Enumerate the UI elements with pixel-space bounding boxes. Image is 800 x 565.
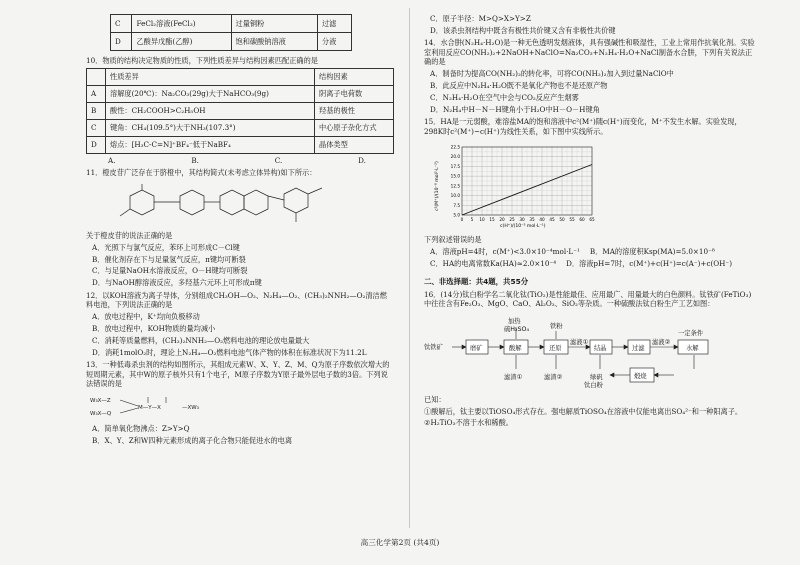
flow-acid: 酸解 [509, 345, 522, 353]
q15-option-b: B．MA的溶度积Ksp(MA)=5.0×10⁻⁸ [589, 247, 715, 257]
q15-option-a: A．溶液pH=4时，c(M⁺)<3.0×10⁻⁴mol·L⁻¹ [430, 247, 580, 257]
chart-ticks [451, 144, 595, 222]
table-row [87, 85, 394, 102]
svg-text:W₃X—Q: W₃X—Q [90, 411, 112, 418]
y-tick-label: 15.0 [450, 173, 460, 179]
svg-text:M—Y—X: M—Y—X [138, 405, 161, 412]
choice-label: D. [358, 155, 366, 165]
table-row [87, 136, 394, 153]
q13-option-c: C．原子半径：M>Q>X>Y>Z [430, 14, 531, 23]
flow-reduce: 还原 [549, 345, 562, 353]
x-tick-label: 55 [569, 216, 575, 222]
q14-option-c: C．N₂H₄·H₂O在空气中会与CO₂反应产生烟雾 [430, 93, 579, 103]
table-cell: 中心原子杂化方式 [315, 119, 394, 136]
hesperidin-structure [100, 182, 360, 226]
q16-known: 已知： [424, 394, 446, 404]
table-row [111, 33, 352, 51]
q16-note1: ①酸解后，钛主要以TiOSO₄形式存在。强电解质TiOSO₄在溶液中仅能电离出SO₄²⁻和一种阳离子。 [424, 406, 743, 416]
q15-stem: 15．HA是一元弱酸，难溶盐MA的饱和溶液中c²(M⁺)随c(H⁺)而变化，M⁺不发生水解。实验发现，298K时c²(M⁺)~c(H⁺)为线性关系，如下图中实线所示。 [424, 117, 742, 136]
q14-stem: 14．水合肼(N₂H₄·H₂O)是一种无色透明发烟液体，具有强碱性和吸湿性，工业上常用作抗氧化剂。实验室利用反应CO(NH₂)₂+2NaOH+NaClO=Na₂CO₃+N₂H₄·H₂O+NaCl制备水合肼，下列有关说法正确的是 [424, 38, 755, 67]
table-cell: 分液 [317, 33, 351, 51]
flow-cond: 一定条件 [678, 330, 704, 338]
x-tick-label: 30 [519, 216, 525, 222]
table-cell: FeCl₂溶液(FeCl₃) [132, 15, 231, 33]
svg-text:W₃X—Z: W₃X—Z [90, 398, 111, 405]
table-cell: 饱和碳酸钠溶液 [231, 33, 317, 51]
q15-chart [432, 141, 602, 229]
flow-green: 绿矾 [590, 374, 603, 382]
page-footer: 高三化学第2页 (共4页) [360, 538, 440, 547]
table-cell: 结构因素 [315, 68, 394, 85]
x-tick-label: 15 [489, 216, 495, 222]
section-title: 二、非选择题：共4题，共55分 [424, 277, 529, 287]
q15-option-d: D．溶液pH=7时，c(M⁺)+c(H⁺)=c(A⁻)+c(OH⁻) [566, 259, 733, 269]
q12-option-c: C．消耗等质量燃料，(CH₃)₂NNH₂—O₂燃料电池的理论放电量最大 [92, 336, 310, 346]
q13-option-a: A．简单氧化物沸点：Z>Y>Q [92, 423, 190, 433]
flow-acid-above: 加热 [508, 318, 521, 326]
y-tick-label: 12.5 [450, 183, 460, 189]
x-tick-label: 35 [529, 216, 535, 222]
column-divider [409, 8, 410, 528]
q15-option-c: C．HA的电离常数Ka(HA)≈2.0×10⁻⁴ [430, 259, 557, 269]
process-flowchart [424, 317, 754, 389]
svg-text:—XW₃: —XW₃ [182, 405, 199, 412]
table-cell: D [111, 33, 132, 51]
table-cell: 晶体类型 [315, 136, 394, 153]
y-tick-label: 17.5 [450, 163, 460, 169]
x-tick-label: 20 [499, 216, 505, 222]
table-cell: 羟基的极性 [315, 102, 394, 119]
q15-lead: 下列叙述错误的是 [424, 235, 482, 245]
table-row [87, 102, 394, 119]
table-row [87, 119, 394, 136]
q11-lead: 关于橙皮苷的说法正确的是 [86, 230, 173, 240]
q16-note2: ②H₂TiO₃不溶于水和稀酸。 [424, 418, 513, 428]
q10-stem: 10．物质的结构决定物质的性质，下列性质差异与结构因素匹配正确的是 [86, 56, 318, 65]
x-tick-label: 65 [589, 216, 595, 222]
chart-grid [462, 147, 592, 215]
separation-table [110, 14, 352, 51]
q11-stem: 11．橙皮苷广泛存在于脐橙中，其结构简式(未考虑立体异构)如下所示： [86, 168, 317, 178]
q12-stem: 12．以KOH溶液为离子导体，分别组成CH₃OH—O₂、N₂H₄—O₂、(CH₃)₂NNH₂—O₂清洁燃料电池，下列说法正确的是 [86, 290, 387, 310]
table-cell: 阴离子电荷数 [315, 85, 394, 102]
q13-stem: 13．一种低毒杀虫剂的结构如图所示，其组成元素W、X、Y、Z、M、Q为原子序数依次增大的短周期元素，其中W的原子核外只有1个电子，M原子序数为Y原子最外层电子数的3倍。下列说法错误的是 [86, 360, 390, 389]
choice-label: C. [274, 155, 283, 165]
q15-options-row1 [424, 247, 756, 259]
table-cell: C [111, 15, 132, 33]
y-tick-label: 22.5 [450, 144, 460, 150]
q15-options-row2 [424, 259, 756, 271]
table-cell: B [87, 102, 106, 119]
q11-option-c: C．与足量NaOH水溶液反应，O－H键均可断裂 [92, 266, 248, 276]
x-tick-label: 5 [470, 216, 474, 222]
flow-filtrate2: 滤液② [652, 339, 671, 347]
q12-option-d: D．消耗1molO₂时，理论上N₂H₄—O₂燃料电池气体产物的体积在标准状况下为11.2L [92, 347, 367, 357]
q10-choices [86, 156, 394, 166]
q14-option-a: A．制备时为提高CO(NH₂)₂的转化率，可将CO(NH₂)₂加入到过量NaClO中 [430, 69, 674, 79]
x-tick-label: 40 [539, 216, 545, 222]
table-cell: 乙酸异戊酯(乙醇) [132, 33, 231, 51]
choice-label: B. [191, 155, 199, 165]
x-tick-label: 60 [579, 216, 585, 222]
table-cell: C [87, 119, 106, 136]
q12-option-b: B．放电过程中，KOH物质的量均减小 [92, 324, 216, 334]
flow-grind: 磨矿 [470, 345, 483, 353]
x-tick-label: 0 [460, 216, 464, 222]
q13-option-d: D．该杀虫剂结构中既含有极性共价键又含有非极性共价键 [430, 25, 616, 35]
q14-option-b: B．此反应中N₂H₄·H₂O既不是氧化产物也不是还原产物 [430, 81, 608, 91]
flow-hydro: 水解 [686, 345, 699, 353]
y-tick-label: 10.0 [450, 192, 460, 198]
chart-y-label: c²(M⁺)/(10⁻⁸ mol²·L⁻²) [435, 161, 440, 211]
q11-option-d: D．与NaOH醇溶液反应，多羟基六元环上可形成π键 [92, 278, 262, 288]
q16-stem: 16．(14分)钛白粉学名二氧化钛(TiO₂)是性能最佳、应用最广、用量最大的白色颜料。钛铁矿(FeTiO₃)中往往含有Fe₂O₃、MgO、CaO、Al₂O₃、SiO₂等杂质。一种硫酸法钛白粉生产工艺如图： [424, 289, 752, 309]
y-tick-label: 20.0 [450, 154, 460, 160]
table-header-row [87, 68, 394, 85]
flow-filter: 过滤 [632, 345, 645, 353]
flow-acid-reagent: 硫H₂SO₄ [504, 326, 530, 334]
q13-option-b: B．X、Y、Z和W四种元素形成的离子化合物只能促进水的电离 [92, 435, 293, 445]
q12-option-a: A．放电过程中，K⁺均向负极移动 [92, 312, 200, 322]
table-row [111, 15, 352, 33]
x-tick-label: 50 [559, 216, 565, 222]
flow-start: 钛铁矿 [424, 344, 443, 352]
flow-residue2: 滤渣② [544, 374, 563, 382]
table-cell: 过量铜粉 [231, 15, 317, 33]
table-cell: 酸性：CH₂COOH>C₂H₅OH [106, 102, 315, 119]
left-column [86, 14, 394, 448]
x-tick-label: 45 [549, 216, 555, 222]
x-tick-label: 10 [479, 216, 485, 222]
flow-residue1: 滤渣① [504, 374, 523, 382]
q14-option-d: D．N₂H₄中H－N－H键角小于H₂O中H－O－H键角 [430, 104, 600, 114]
flow-cryst: 结晶 [594, 345, 607, 353]
flow-calc: 煅烧 [634, 373, 647, 381]
y-tick-label: 5.0 [453, 212, 460, 218]
choice-label: A. [108, 155, 116, 165]
table-cell: 键角：CH₄(109.5°)大于NH₃(107.3°) [106, 119, 315, 136]
flow-filtrate1: 滤液① [570, 339, 589, 347]
table-cell: A [87, 85, 106, 102]
right-column [424, 14, 756, 430]
table-cell: 性质差异 [106, 68, 315, 85]
q11-option-b: B．催化剂存在下与足量氢气反应，π键均可断裂 [92, 254, 246, 264]
q11-option-a: A．光照下与氯气反应，苯环上可形成C－Cl键 [92, 242, 240, 252]
chart-x-label: c(H⁺)/(10⁻⁵ mol·L⁻¹) [500, 223, 546, 229]
x-tick-label: 25 [509, 216, 515, 222]
q10-table [86, 68, 394, 154]
table-cell: 溶解度(20℃)：Na₂CO₃(29g)大于NaHCO₃(9g) [106, 85, 315, 102]
flow-fe: 铁粉 [550, 323, 563, 331]
table-cell: D [87, 136, 106, 153]
table-cell: 过滤 [317, 15, 351, 33]
y-tick-label: 7.5 [453, 202, 460, 208]
flow-product: 钛白粉 [584, 382, 603, 390]
table-cell [87, 68, 106, 85]
insecticide-structure [86, 391, 226, 421]
table-cell: 熔点：[H₃C-C=N]⁺BF₄⁻低于NaBF₄ [106, 136, 315, 153]
